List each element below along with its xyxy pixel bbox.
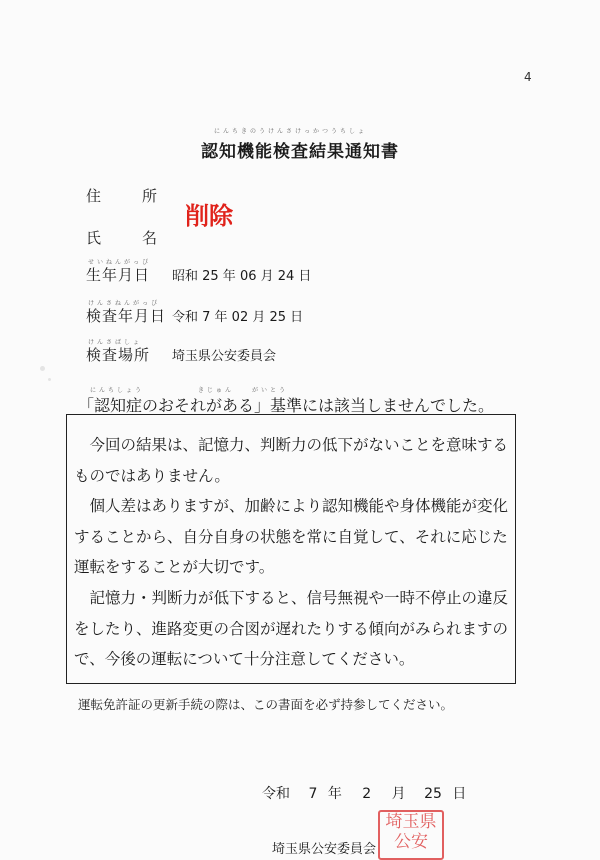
exam-place-label: 検査場所	[86, 346, 151, 364]
issue-date-month-unit: 月	[391, 786, 406, 802]
birthdate-label: 生年月日	[86, 266, 151, 284]
criteria-ruby: にんちしょう きじゅん がいとう	[90, 387, 289, 394]
issue-date-month: 2	[362, 786, 372, 802]
notice-paragraph-3: 記憶力・判断力が低下すると、信号無視や一時不停止の違反をしたり、進路変更の合図が遅れたりする傾向がみられますので、今後の運転について十分注意してください。	[74, 589, 509, 668]
redacted-marker: 削除	[185, 201, 233, 230]
exam-date-label: 検査年月日	[86, 307, 167, 325]
scan-speck	[48, 378, 51, 381]
issue-date-year: 7	[308, 786, 318, 802]
notice-paragraph-1: 今回の結果は、記憶力、判断力の低下がないことを意味するものではありません。	[74, 436, 509, 485]
official-seal	[378, 810, 444, 860]
criteria-result: 「認知症のおそれがある」基準には該当しませんでした。	[78, 396, 495, 415]
seal-text: 埼玉県公安	[385, 812, 437, 852]
exam-date-value: 令和 7 年 02 月 25 日	[172, 310, 304, 325]
name-label: 氏 名	[86, 229, 158, 247]
footnote: 運転免許証の更新手続の際は、この書面を必ず持参してください。	[78, 697, 454, 712]
title-ruby: にんちきのうけんさけっかつうちしょ	[214, 128, 368, 135]
exam-date-ruby: けんさねんがっぴ	[88, 300, 161, 307]
issue-date-day-unit: 日	[452, 786, 467, 802]
issue-date-era: 令和	[262, 786, 290, 802]
exam-place-value: 埼玉県公安委員会	[172, 349, 277, 364]
issuer-name: 埼玉県公安委員会	[272, 842, 377, 857]
birthdate-ruby: せいねんがっぴ	[88, 259, 152, 266]
issue-date-year-unit: 年	[327, 786, 342, 802]
notice-paragraph-2: 個人差はありますが、加齢により認知機能や身体機能が変化することから、自分自身の状態を常に自覚して、それに応じた運転をすることが大切です。	[74, 497, 509, 576]
scan-speck	[40, 366, 45, 371]
issue-date-day: 25	[424, 786, 442, 802]
issue-date	[262, 783, 466, 803]
page-number: 4	[524, 70, 532, 84]
exam-place-ruby: けんさばしょ	[88, 339, 143, 346]
document-title: 認知機能検査結果通知書	[201, 142, 399, 162]
address-label: 住 所	[86, 187, 158, 205]
birthdate-value: 昭和 25 年 06 月 24 日	[172, 269, 312, 284]
